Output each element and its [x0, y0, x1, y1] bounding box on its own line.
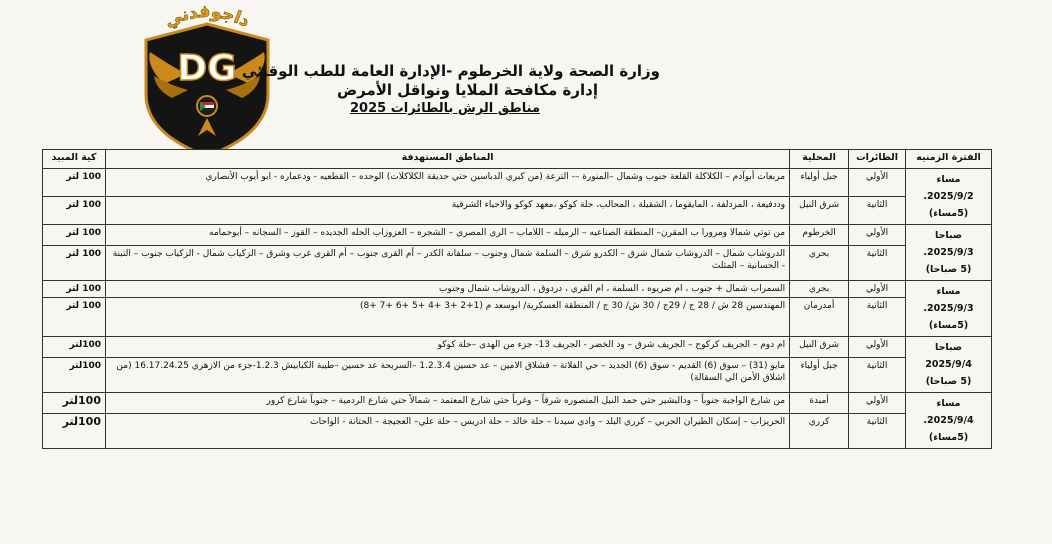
areas-cell: من توتي شمالا ومرورا ب المقرن– المنطقة الصناعيه – الرميله – اللاماب – الري المصري – الشجره – العزوزاب الحله الجديده – القوز – السجانه – أبوحمامه — [106, 225, 790, 246]
period-cell — [906, 225, 992, 281]
locality-cell: بحري — [790, 281, 849, 298]
qty-cell: 100 لتر — [43, 225, 106, 246]
plane-cell: الأولي — [849, 337, 906, 358]
locality-cell: كرري — [790, 414, 849, 449]
period-cell — [906, 393, 992, 449]
plane-cell: الثانية — [849, 357, 906, 392]
areas-cell: ام دوم – الجريف كركوج – الجريف شرق – ود الخضر - الجريف 13- جزء من الهدى –حلة كوكو — [106, 337, 790, 358]
locality-cell: جبل أولياء — [790, 169, 849, 197]
ministry-title: وزارة الصحة ولاية الخرطوم -الإدارة العامة للطب الوقائي — [241, 62, 660, 80]
plane-cell: الثانية — [849, 298, 906, 337]
plane-cell: الأولي — [849, 169, 906, 197]
department-title: إدارة مكافحة الملايا ونواقل الأمرض — [336, 81, 598, 99]
logo-initials: DG — [177, 48, 237, 89]
areas-cell: مايو (31) – سوق (6) القديم - سوق (6) الجديد – حي الفلاتة – قشلاق الامين – عد حسين 1.2.3.4 –السريحة عد حسين –طيبة الكبابيش 1.2.3-جزء من الازهري 16.17.24.25 (من اشلاق الأمن الي السقالة) — [106, 357, 790, 392]
period-time: مساء — [936, 398, 961, 409]
period-date: 2025/9/3. — [923, 247, 974, 258]
period-hour: (5مساء) — [928, 320, 969, 331]
plane-cell: الأولي — [849, 393, 906, 414]
schedule-title: مناطق الرش بالطائرات 2025 — [349, 101, 540, 116]
period-cell — [906, 281, 992, 337]
plane-cell: الأولي — [849, 281, 906, 298]
locality-cell: شرق النيل — [790, 337, 849, 358]
table-row — [43, 414, 992, 449]
locality-cell: أمدرمان — [790, 298, 849, 337]
qty-cell: 100لتر — [43, 414, 106, 449]
table-row — [43, 337, 992, 358]
period-time: صباحا — [935, 342, 963, 353]
areas-cell: السمراب شمال + جنوب ، ام ضريوه ، السلمة ، ام القري ، دردوق ، الدروشاب شمال وجنوب — [106, 281, 790, 298]
locality-cell: بحري — [790, 245, 849, 280]
table-row — [43, 169, 992, 197]
period-date: 2025/9/4 — [925, 359, 972, 370]
qty-cell: 100 لتر — [43, 281, 106, 298]
table-row — [43, 298, 992, 337]
table-row — [43, 357, 992, 392]
locality-cell: الخرطوم — [790, 225, 849, 246]
qty-cell: 100 لتر — [43, 197, 106, 225]
period-time: مساء — [936, 286, 961, 297]
qty-cell: 100لتر — [43, 337, 106, 358]
areas-cell: من شارع الواجبة جنوباً – ودالبشير حتي حمد النيل المنصوره شرقاً – وغرباً حتي شارع المعتمد – شمالاً حتي شارع الردمية – جنوباً شارع كرور — [106, 393, 790, 414]
table-row — [43, 281, 992, 298]
spraying-schedule-table — [42, 149, 992, 449]
table-row — [43, 197, 992, 225]
qty-cell: 100لتر — [43, 357, 106, 392]
qty-cell: 100 لتر — [43, 298, 106, 337]
qty-cell: 100 لتر — [43, 245, 106, 280]
header-plane: الطائرات — [849, 150, 906, 169]
table-row — [43, 225, 992, 246]
header-areas: المناطق المستهدفة — [106, 150, 790, 169]
period-hour: (5 صباحا) — [925, 376, 972, 387]
table-row — [43, 393, 992, 414]
period-date: 2025/9/4. — [923, 415, 974, 426]
period-date: 2025/9/2. — [923, 191, 974, 202]
areas-cell: الحريزاب – إسكان الطيران الحربي – كرري البلد – وادي سيدنا – حلة خالد – حلة ادريس – حلة علي– العجيجة – الحتانة - الواحات — [106, 414, 790, 449]
qty-cell: 100 لتر — [43, 169, 106, 197]
header-period: الفترة الزمنيه — [906, 150, 992, 169]
table-row — [43, 245, 992, 280]
locality-cell: شرق النيل — [790, 197, 849, 225]
areas-cell: مربعات أبوآدم – الكلاكلة القلعة جنوب وشمال –المنورة –- الترعة (من كبري الدباسين حتي حديقة الكلاكلات) الوحده – القطعيه - ودعماره - ابو أيوب الأنصاري — [106, 169, 790, 197]
period-date: 2025/9/3. — [923, 303, 974, 314]
plane-cell: الثانية — [849, 414, 906, 449]
period-hour: (5 صباحا) — [925, 264, 972, 275]
areas-cell: وددفيعة ، المزدلفة ، المايقوما ، الشقيلة ، المحالب، حلة كوكو ،معهد كوكو والاحياء الشرقية — [106, 197, 790, 225]
plane-cell: الأولي — [849, 225, 906, 246]
locality-cell: جبل أولياء — [790, 357, 849, 392]
period-time: مساء — [936, 174, 961, 185]
period-hour: (5مساء) — [928, 208, 969, 219]
period-time: صباحا — [935, 230, 963, 241]
period-cell — [906, 337, 992, 393]
locality-cell: أمبدة — [790, 393, 849, 414]
period-cell — [906, 169, 992, 225]
header-locality: المحلية — [790, 150, 849, 169]
areas-cell: الدروشاب شمال – الدروشاب شمال شرق – الكدرو شرق – السلمة شمال وجنوب – سلفانة الكدر – أم القرى جنوب – أم القرى غرب وشرق – الزكياب شمال - الزكياب جنوب – التبنة - الحسانية – المثلث — [106, 245, 790, 280]
qty-cell: 100لتر — [43, 393, 106, 414]
header-qty: كية المبيد — [43, 150, 106, 169]
plane-cell: الثانية — [849, 197, 906, 225]
table-header-row — [43, 150, 992, 169]
document-header — [241, 62, 660, 118]
areas-cell: المهندسين 28 ش / 28 ج / 29ج / 30 ش/ 30 ج / المنطقة العسكرية/ ابوسعد م (1+2 +3 +4 +5 +6 +7 +8) — [106, 298, 790, 337]
logo-arc-text: داجوفدني — [161, 2, 253, 32]
plane-cell: الثانية — [849, 245, 906, 280]
period-hour: (5مساء) — [928, 432, 969, 443]
